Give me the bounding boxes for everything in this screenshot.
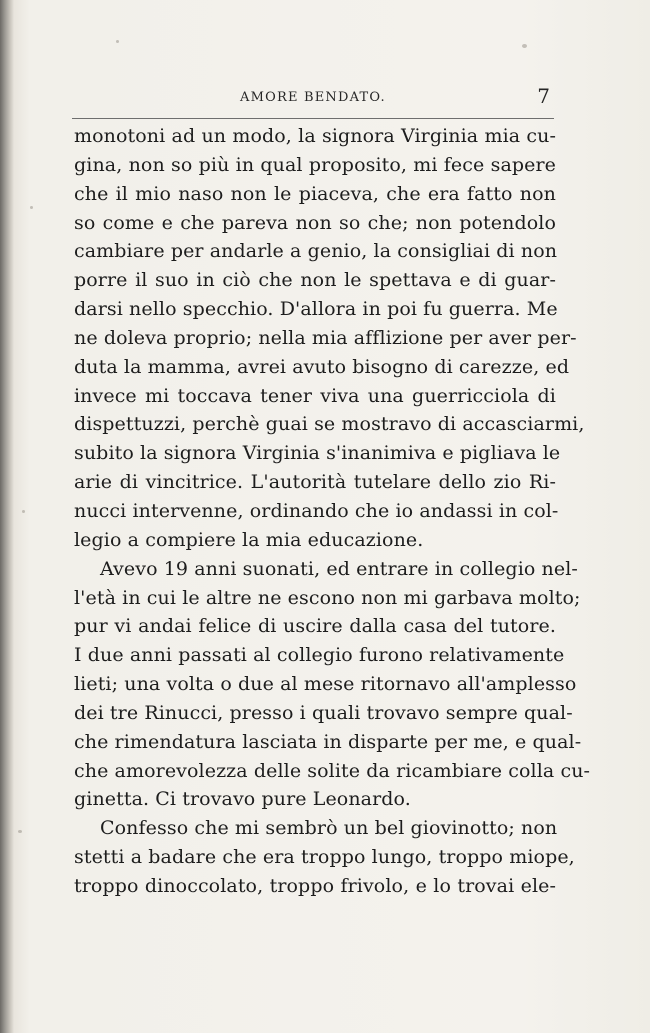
page-header (72, 84, 554, 118)
text-line: Confesso che mi sembrò un bel giovinotto; non (100, 817, 558, 840)
text-line: che amorevolezza delle solite da ricambiare colla cu- (74, 759, 591, 782)
text-line: darsi nello specchio. D'allora in poi fu guerra. Me (74, 298, 558, 321)
text-line: subito la signora Virginia s'inanimiva e pigliava le (74, 442, 561, 465)
running-title: AMORE BENDATO. (240, 90, 386, 105)
text-line: I due anni passati al collegio furono relativamente (74, 644, 565, 667)
paper-speck (30, 206, 33, 209)
text-line: invece mi toccava tener viva una guerricciola di (74, 384, 556, 407)
page-number: 7 (537, 84, 550, 108)
text-line: cambiare per andarle a genio, la consigliai di non (74, 240, 558, 263)
page-gutter-shadow (0, 0, 14, 1033)
text-line: pur vi andai felice di uscire dalla casa del tutore. (74, 615, 556, 638)
text-line: gina, non so più in qual proposito, mi fece sapere (74, 153, 556, 176)
text-line: legio a compiere la mia educazione. (74, 528, 424, 551)
text-line: nucci intervenne, ordinando che io andassi in col- (74, 499, 559, 522)
text-line: duta la mamma, avrei avuto bisogno di carezze, ed (74, 355, 570, 378)
text-line: monotoni ad un modo, la signora Virginia mia cu- (74, 125, 556, 147)
header-rule (72, 118, 554, 119)
text-line: ginetta. Ci trovavo pure Leonardo. (74, 788, 411, 811)
text-line: ne doleva proprio; nella mia afflizione per aver per- (74, 326, 577, 349)
text-line: troppo dinoccolato, troppo frivolo, e lo trovai ele- (74, 874, 556, 897)
text-line: so come e che pareva non so che; non potendolo (74, 211, 556, 234)
text-line: stetti a badare che era troppo lungo, troppo miope, (74, 846, 575, 869)
paper-speck (22, 510, 25, 513)
text-line: Avevo 19 anni suonati, ed entrare in collegio nel- (100, 557, 578, 580)
text-line: dispettuzzi, perchè guai se mostravo di accasciarmi, (74, 413, 585, 436)
paper-speck (116, 40, 119, 43)
text-line: dei tre Rinucci, presso i quali trovavo sempre qual- (74, 701, 573, 724)
text-line: porre il suo in ciò che non le spettava e di guar- (74, 269, 556, 292)
text-line: arie di vincitrice. L'autorità tutelare dello zio Ri- (74, 471, 556, 494)
body-text (74, 122, 591, 901)
text-line: lieti; una volta o due al mese ritornavo all'amplesso (74, 673, 577, 696)
text-line: che rimendatura lasciata in disparte per me, e qual- (74, 730, 582, 753)
paper-speck (522, 44, 527, 48)
text-line: l'età in cui le altre ne escono non mi garbava molto; (74, 586, 581, 609)
paper-speck (18, 830, 22, 833)
text-line: che il mio naso non le piaceva, che era fatto non (74, 182, 556, 205)
